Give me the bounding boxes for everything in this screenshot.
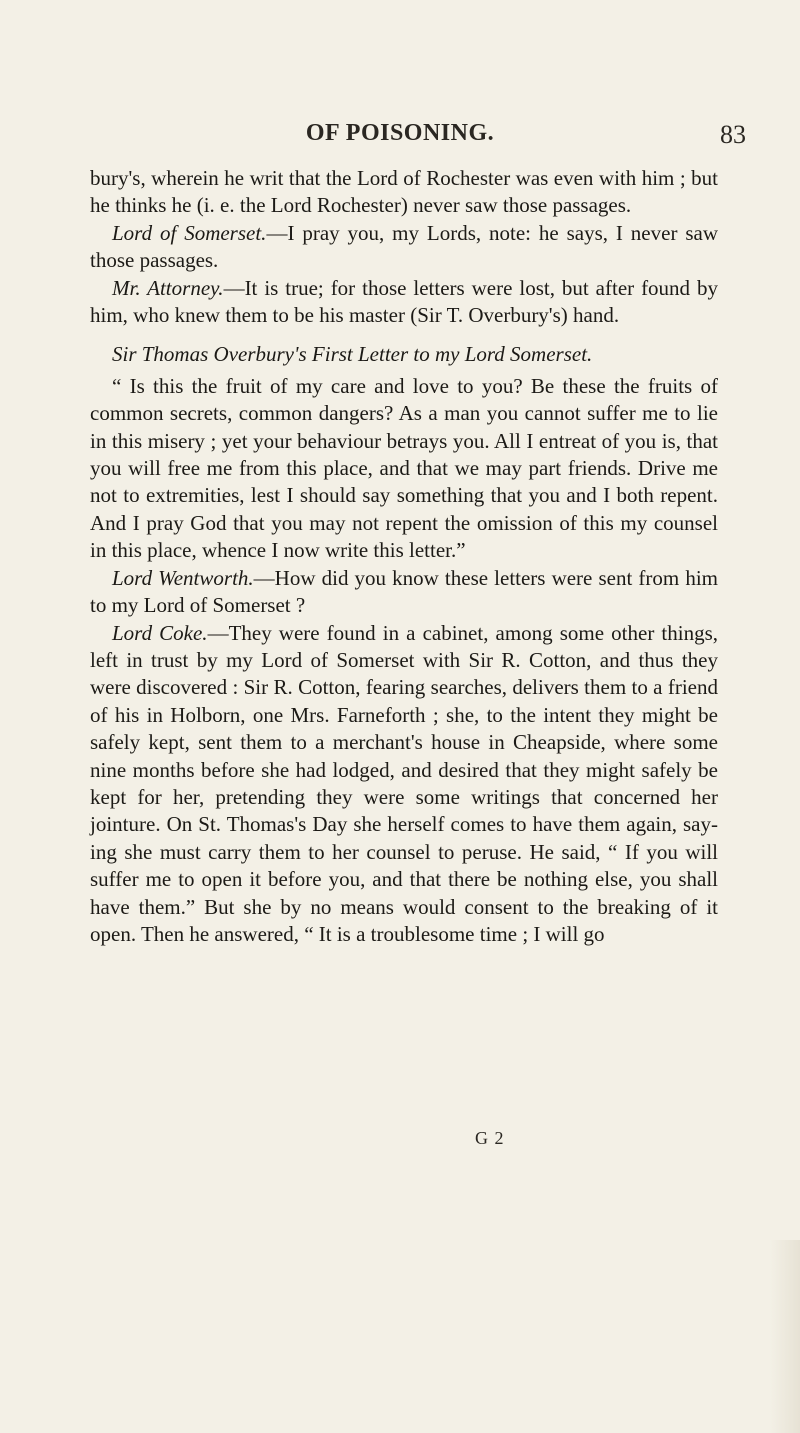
signature-mark: G 2 [475, 1128, 505, 1148]
page-header [0, 120, 800, 154]
speaker-name: Lord Wentworth. [112, 565, 254, 590]
page-edge-shadow [770, 1240, 800, 1433]
paragraph-text: —They were found in a cabinet, among some other things, left in trust by my Lord of Somerset with Sir R. Cotton, and thus they were discovered : Sir R. Cotton, fearing searches, delivers them to a friend of his in Holborn, one Mrs. Farneforth ; she, to the intent they might be safely kept, sent them to a merchant's house in Cheapside, where some nine months before she had lodged, and desired that they might safely be kept for her, pretending they were some writings that concerned her jointure. On St. Thomas's Day she herself comes to have them again, say- ing she must carry them to her counsel to peruse. He said, “ If you will suffer me to open it before you, and that there be nothing else, you shall have them.” But she by no means would consent to the breaking of it open. Then he answered, “ It is a troublesome time ; I will go [90, 620, 718, 946]
paragraph [90, 220, 718, 275]
running-title: OF POISONING. [305, 120, 495, 146]
speaker-name: Lord of Somerset. [112, 220, 267, 245]
paragraph [90, 565, 718, 620]
page-number: 83 [720, 120, 746, 149]
paragraph [90, 620, 718, 949]
paragraph-text: bury's, wherein he writ that the Lord of Rochester was even with him ; but he thinks he (i. e. the Lord Rochester) never saw those passages. [90, 166, 718, 218]
body-text [90, 165, 718, 948]
speaker-name: Mr. Attorney. [112, 275, 224, 300]
letter-text: “ Is this the fruit of my care and love to you? Be these the fruits of common secrets, common dangers? As a man you cannot suffer me to lie in this misery ; yet your behaviour betrays you. All I entreat of you is, that you will free me from this place, and that we may part friends. Drive me not to extremities, lest I should say something that you and I both repent. And I pray God that you may not repent the omission of this my counsel in this place, whence I now write this letter.” [90, 373, 718, 563]
paragraph [90, 275, 718, 330]
paragraph [90, 165, 718, 220]
paragraph-text: —How did you know these letters were sent from him to my Lord of Somerset ? [90, 565, 718, 618]
paragraph-text: —It is true; for those letters were lost, but after found by him, who knew them to be his master (Sir T. Overbury's) hand. [90, 275, 718, 328]
speaker-name: Lord Coke. [112, 620, 208, 645]
paragraph-text: —I pray you, my Lords, note: he says, I never saw those passages. [90, 220, 718, 273]
section-title: Sir Thomas Overbury's First Letter to my Lord Somerset. [112, 342, 593, 367]
